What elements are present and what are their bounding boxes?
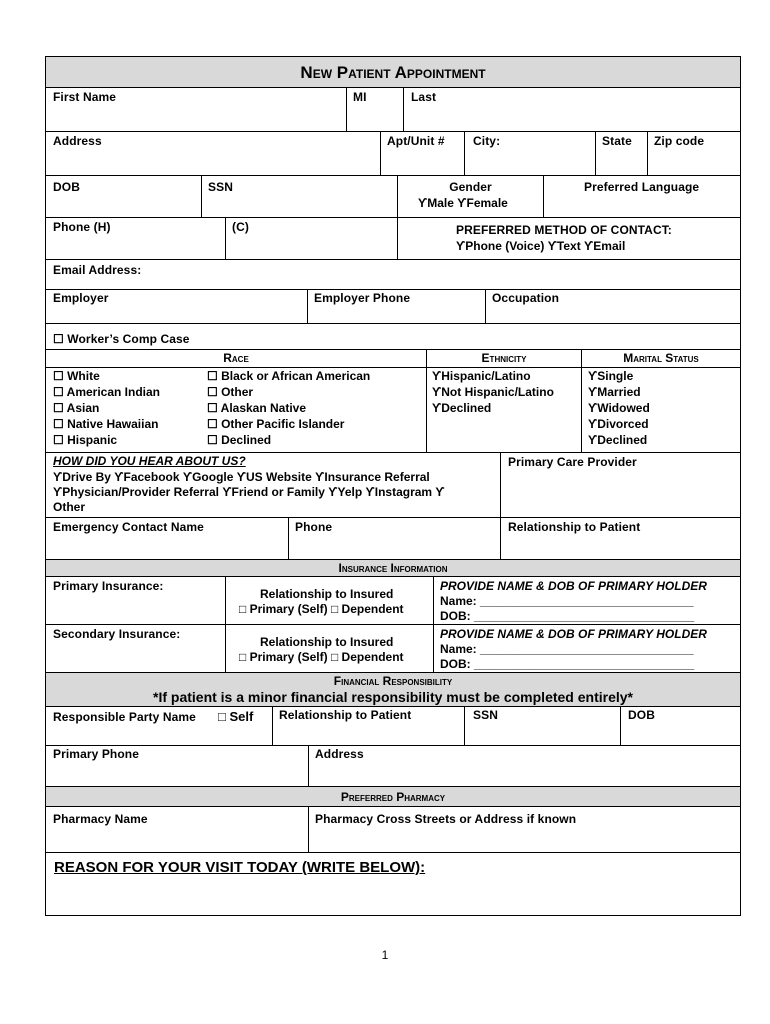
- emergency-relationship-field[interactable]: [500, 518, 740, 559]
- ethnicity-option[interactable]: ϒHispanic/Latino: [432, 369, 531, 383]
- self-checkbox[interactable]: □ Self: [218, 709, 254, 724]
- contact-method-options[interactable]: ϒPhone (Voice) ϒText ϒEmail: [456, 239, 626, 253]
- pharmacy-header-row: [46, 787, 740, 807]
- party-phone-row: [46, 746, 740, 787]
- city-label: City:: [473, 134, 501, 148]
- ethnicity-header: Ethnicity: [481, 351, 527, 365]
- party-dob-field[interactable]: [620, 707, 740, 745]
- race-option[interactable]: ☐ Declined: [207, 433, 272, 447]
- demographics-row: [46, 350, 740, 453]
- primary-holder-field[interactable]: [433, 577, 740, 624]
- gender-options[interactable]: ϒMale ϒFemale: [418, 196, 508, 210]
- ethnicity-option[interactable]: ϒDeclined: [432, 401, 492, 415]
- marital-option[interactable]: ϒWidowed: [588, 401, 650, 415]
- financial-header: Financial Responsibility: [333, 674, 453, 688]
- name-row: [46, 88, 740, 132]
- apt-field[interactable]: [380, 132, 464, 175]
- race-header: Race: [223, 351, 249, 365]
- first-name-field[interactable]: [46, 88, 346, 131]
- home-phone-field[interactable]: [46, 218, 225, 259]
- secondary-relationship-field: [225, 625, 433, 672]
- emergency-phone-field[interactable]: [288, 518, 500, 559]
- party-phone-field[interactable]: [46, 746, 308, 786]
- race-option[interactable]: ☐ Other Pacific Islander: [207, 417, 345, 431]
- pcp-field[interactable]: [500, 453, 740, 517]
- ssn-label: SSN: [208, 180, 233, 194]
- party-relationship-field[interactable]: [272, 707, 464, 745]
- primary-insurance-row: [46, 577, 740, 625]
- employer-label: Employer: [53, 291, 109, 305]
- party-phone-label: Primary Phone: [53, 747, 139, 761]
- financial-note: *If patient is a minor financial responsibility must be completed entirely*: [153, 689, 633, 705]
- emergency-phone-label: Phone: [295, 520, 333, 534]
- race-header-cell: [46, 350, 426, 368]
- party-address-label: Address: [315, 747, 364, 761]
- responsible-party-label: Responsible Party Name: [53, 710, 196, 724]
- mi-field[interactable]: [346, 88, 403, 131]
- first-name-label: First Name: [53, 90, 117, 104]
- language-label: Preferred Language: [584, 180, 700, 194]
- emergency-name-field[interactable]: [46, 518, 288, 559]
- primary-relationship-options[interactable]: □ Primary (Self) □ Dependent: [239, 602, 404, 616]
- occupation-label: Occupation: [492, 291, 560, 305]
- secondary-insurance-label: Secondary Insurance:: [53, 627, 181, 641]
- marital-option[interactable]: ϒSingle: [588, 369, 634, 383]
- email-label: Email Address:: [53, 263, 142, 277]
- reason-label: REASON FOR YOUR VISIT TODAY (WRITE BELOW):: [54, 859, 426, 876]
- referral-options-line-1[interactable]: ϒDrive By ϒFacebook ϒGoogle ϒUS Website ϒInsurance Referral: [53, 470, 430, 484]
- address-field[interactable]: [46, 132, 380, 175]
- marital-header-cell: [582, 350, 740, 368]
- contact-method-field: [397, 218, 740, 259]
- state-field[interactable]: [595, 132, 647, 175]
- race-option[interactable]: ☐ Asian: [53, 401, 100, 415]
- employer-field[interactable]: [46, 290, 307, 323]
- workers-comp-checkbox[interactable]: ☐ Worker’s Comp Case: [53, 332, 190, 346]
- reason-section[interactable]: [46, 853, 740, 915]
- emergency-row: [46, 518, 740, 560]
- emergency-relationship-label: Relationship to Patient: [508, 520, 641, 534]
- dob-row: [46, 176, 740, 218]
- cell-phone-field[interactable]: [225, 218, 397, 259]
- primary-insurance-field[interactable]: [46, 577, 225, 624]
- ethnicity-header-cell: [427, 350, 581, 368]
- party-ssn-field[interactable]: [464, 707, 620, 745]
- pharmacy-header: Preferred Pharmacy: [340, 790, 446, 804]
- responsible-party-field[interactable]: [46, 707, 272, 745]
- zip-field[interactable]: [647, 132, 740, 175]
- employer-phone-field[interactable]: [307, 290, 485, 323]
- pharmacy-address-label: Pharmacy Cross Streets or Address if known: [315, 812, 577, 826]
- party-address-field[interactable]: [308, 746, 740, 786]
- form-title-row: [46, 57, 740, 88]
- mi-label: MI: [353, 90, 367, 104]
- primary-insurance-label: Primary Insurance:: [53, 579, 164, 593]
- race-option[interactable]: ☐ Black or African American: [207, 369, 371, 383]
- insurance-header-row: [46, 560, 740, 577]
- ethnicity-section: [426, 350, 581, 452]
- primary-relationship-field: [225, 577, 433, 624]
- address-row: [46, 132, 740, 176]
- contact-method-label: PREFERRED METHOD OF CONTACT:: [456, 223, 672, 237]
- phone-row: [46, 218, 740, 260]
- secondary-holder-dob-line: DOB: _________________________________: [440, 657, 695, 671]
- party-ssn-label: SSN: [473, 708, 498, 722]
- employer-phone-label: Employer Phone: [314, 291, 411, 305]
- page-number: 1: [381, 948, 389, 962]
- new-patient-form: [45, 56, 741, 916]
- race-option[interactable]: ☐ Other: [207, 385, 254, 399]
- gender-field[interactable]: [397, 176, 543, 217]
- secondary-relationship-label: Relationship to Insured: [260, 635, 394, 649]
- race-option[interactable]: ☐ American Indian: [53, 385, 161, 399]
- marital-header: Marital Status: [623, 351, 699, 365]
- referral-options-line-3[interactable]: Other: [53, 500, 86, 514]
- secondary-relationship-options[interactable]: □ Primary (Self) □ Dependent: [239, 650, 404, 664]
- employer-row: [46, 290, 740, 324]
- last-name-field[interactable]: [403, 88, 740, 131]
- party-dob-label: DOB: [628, 708, 655, 722]
- language-field[interactable]: [543, 176, 740, 217]
- city-field[interactable]: [464, 132, 595, 175]
- secondary-insurance-field[interactable]: [46, 625, 225, 672]
- gender-label: Gender: [449, 180, 492, 194]
- occupation-field[interactable]: [485, 290, 740, 323]
- emergency-name-label: Emergency Contact Name: [53, 520, 204, 534]
- zip-label: Zip code: [654, 134, 705, 148]
- race-section: [46, 350, 426, 452]
- pharmacy-name-field[interactable]: [46, 807, 308, 852]
- party-relationship-label: Relationship to Patient: [279, 708, 412, 722]
- pcp-label: Primary Care Provider: [508, 455, 637, 469]
- referral-row: [46, 453, 740, 518]
- race-option[interactable]: ☐ Native Hawaiian: [53, 417, 159, 431]
- dob-field[interactable]: [46, 176, 201, 217]
- primary-holder-name-line: Name: ________________________________: [440, 594, 694, 608]
- marital-option[interactable]: ϒMarried: [588, 385, 641, 399]
- home-phone-label: Phone (H): [53, 220, 111, 234]
- form-title: New Patient Appointment: [300, 63, 486, 82]
- referral-section: [46, 453, 500, 517]
- responsible-party-row: [46, 707, 740, 746]
- workers-comp-row[interactable]: [46, 324, 740, 350]
- pharmacy-address-field[interactable]: [308, 807, 740, 852]
- race-option[interactable]: ☐ Alaskan Native: [207, 401, 307, 415]
- secondary-holder-name-line: Name: ________________________________: [440, 642, 694, 656]
- primary-holder-dob-line: DOB: _________________________________: [440, 609, 695, 623]
- address-label: Address: [53, 134, 102, 148]
- email-row[interactable]: [46, 260, 740, 290]
- race-option[interactable]: ☐ White: [53, 369, 100, 383]
- secondary-holder-field[interactable]: [433, 625, 740, 672]
- primary-holder-title: PROVIDE NAME & DOB OF PRIMARY HOLDER: [440, 579, 707, 593]
- primary-relationship-label: Relationship to Insured: [260, 587, 394, 601]
- insurance-header: Insurance Information: [338, 561, 448, 575]
- secondary-holder-title: PROVIDE NAME & DOB OF PRIMARY HOLDER: [440, 627, 707, 641]
- pharmacy-name-label: Pharmacy Name: [53, 812, 148, 826]
- marital-option[interactable]: ϒDivorced: [588, 417, 649, 431]
- financial-header-row: [46, 673, 740, 707]
- dob-label: DOB: [53, 180, 80, 194]
- marital-section: [581, 350, 740, 452]
- apt-label: Apt/Unit #: [387, 134, 445, 148]
- state-label: State: [602, 134, 632, 148]
- ssn-field[interactable]: [201, 176, 397, 217]
- referral-options-line-2[interactable]: ϒPhysician/Provider Referral ϒFriend or Family ϒYelp ϒInstagram ϒ: [53, 485, 445, 499]
- cell-phone-label: (C): [232, 220, 249, 234]
- last-name-label: Last: [411, 90, 437, 104]
- referral-title: HOW DID YOU HEAR ABOUT US?: [53, 454, 246, 468]
- marital-option[interactable]: ϒDeclined: [588, 433, 648, 447]
- ethnicity-option[interactable]: ϒNot Hispanic/Latino: [432, 385, 554, 399]
- secondary-insurance-row: [46, 625, 740, 673]
- pharmacy-row: [46, 807, 740, 853]
- race-option[interactable]: ☐ Hispanic: [53, 433, 118, 447]
